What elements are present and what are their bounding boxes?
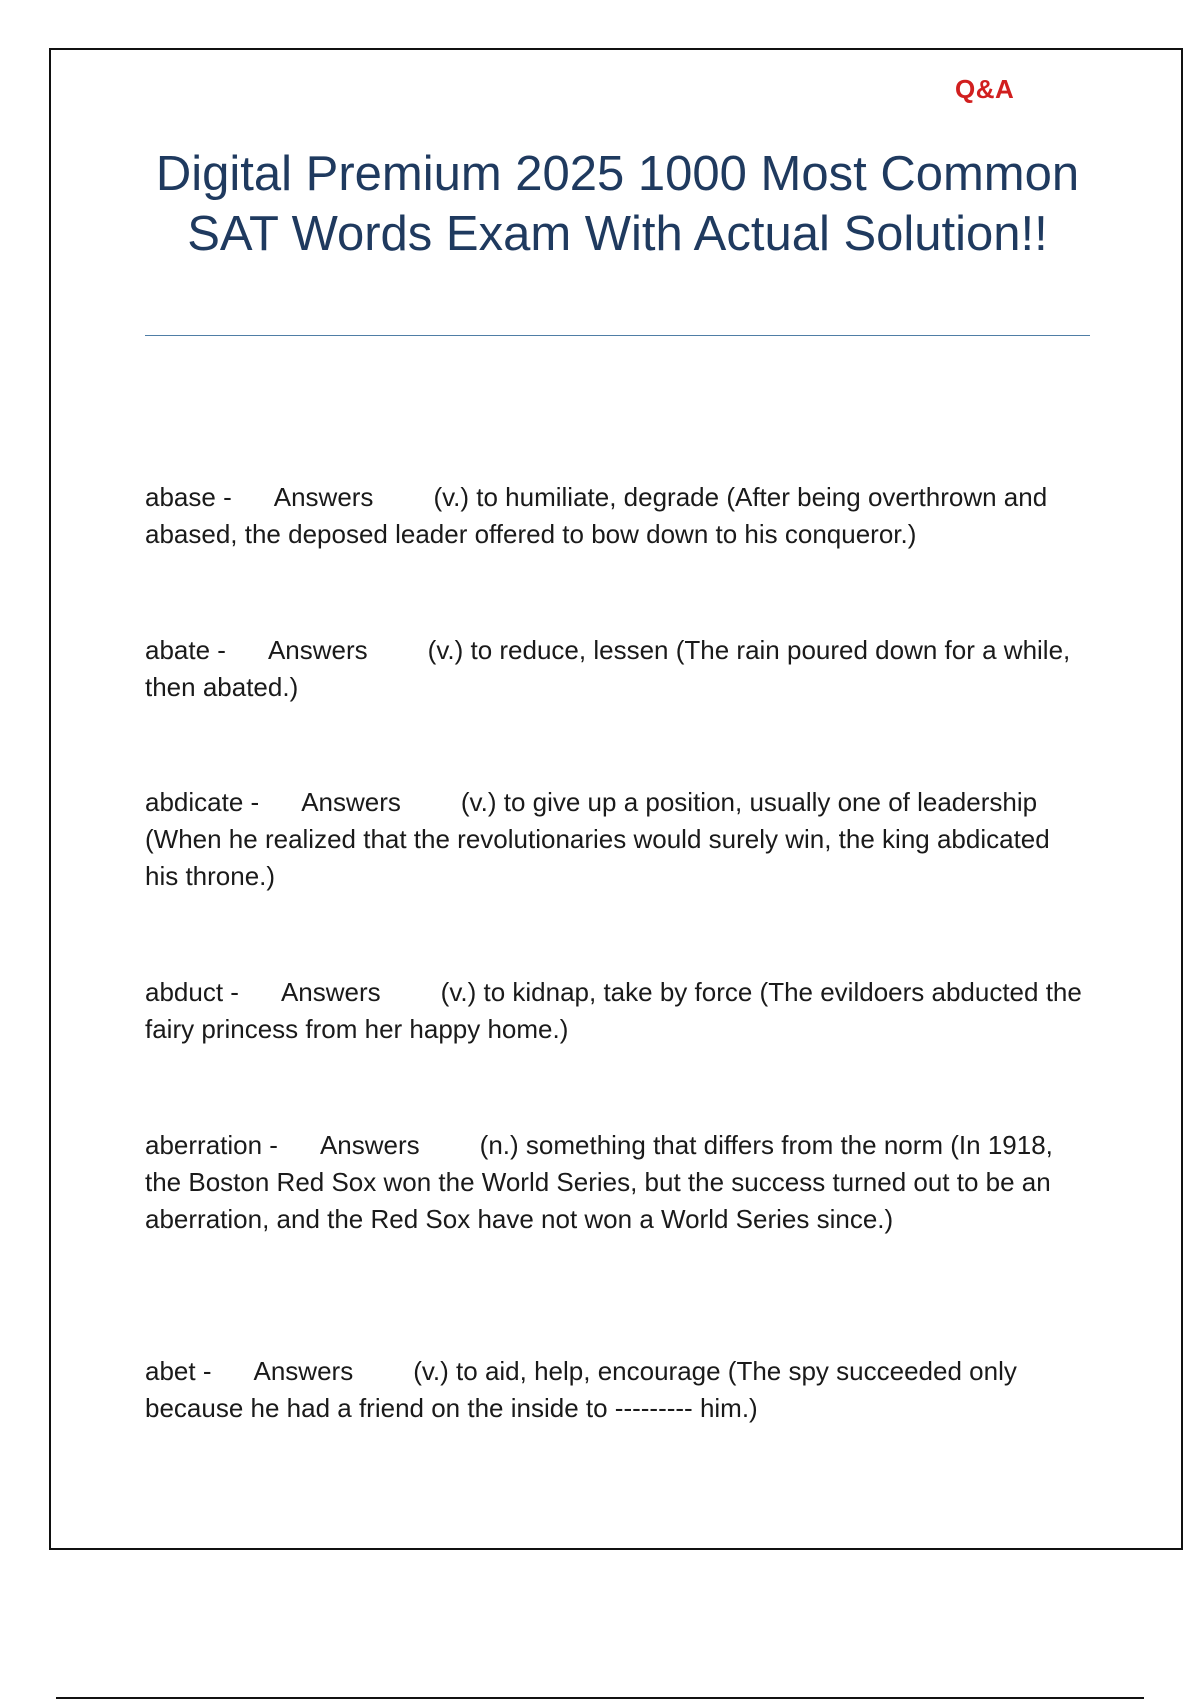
entry-abdicate (145, 784, 1090, 895)
entry-definition: (v.) to reduce, lessen (The rain poured down for a while, then abated.) (145, 635, 1071, 702)
answers-label: Answers (273, 482, 374, 512)
entry-term: abet - (145, 1356, 212, 1386)
footer-divider (56, 1697, 1144, 1699)
entry-abet (145, 1353, 1090, 1427)
entry-definition: (n.) something that differs from the norm (In 1918, the Boston Red Sox won the World Series, but the success turned out to be an aberration, and the Red Sox have not won a World Series since.) (145, 1130, 1053, 1234)
entry-term: abduct - (145, 977, 239, 1007)
title-divider (145, 335, 1090, 336)
entry-term: abate - (145, 635, 226, 665)
entry-definition: (v.) to give up a position, usually one of leadership (When he realized that the revolutionaries would surely win, the king abdicated his throne.) (145, 787, 1050, 891)
entry-abduct (145, 974, 1090, 1048)
answers-label: Answers (253, 1356, 354, 1386)
entry-term: abase - (145, 482, 232, 512)
answers-label: Answers (301, 787, 401, 817)
qa-badge: Q&A (955, 74, 1015, 104)
entry-definition: (v.) to kidnap, take by force (The evildoers abducted the fairy princess from her happy home.) (145, 977, 1082, 1044)
entry-abate (145, 632, 1090, 706)
entry-term: abdicate - (145, 787, 260, 817)
entry-aberration (145, 1127, 1090, 1238)
answers-label: Answers (319, 1130, 420, 1160)
answers-label: Answers (280, 977, 381, 1007)
answers-label: Answers (267, 635, 368, 665)
entry-definition: (v.) to humiliate, degrade (After being overthrown and abased, the deposed leader offered to bow down to his conqueror.) (145, 482, 1048, 549)
entry-abase (145, 479, 1090, 553)
entry-term: aberration - (145, 1130, 278, 1160)
document-title: Digital Premium 2025 1000 Most Common SAT Words Exam With Actual Solution!! (155, 147, 1080, 261)
entry-definition: (v.) to aid, help, encourage (The spy succeeded only because he had a friend on the inside to --------- him.) (145, 1356, 1017, 1423)
